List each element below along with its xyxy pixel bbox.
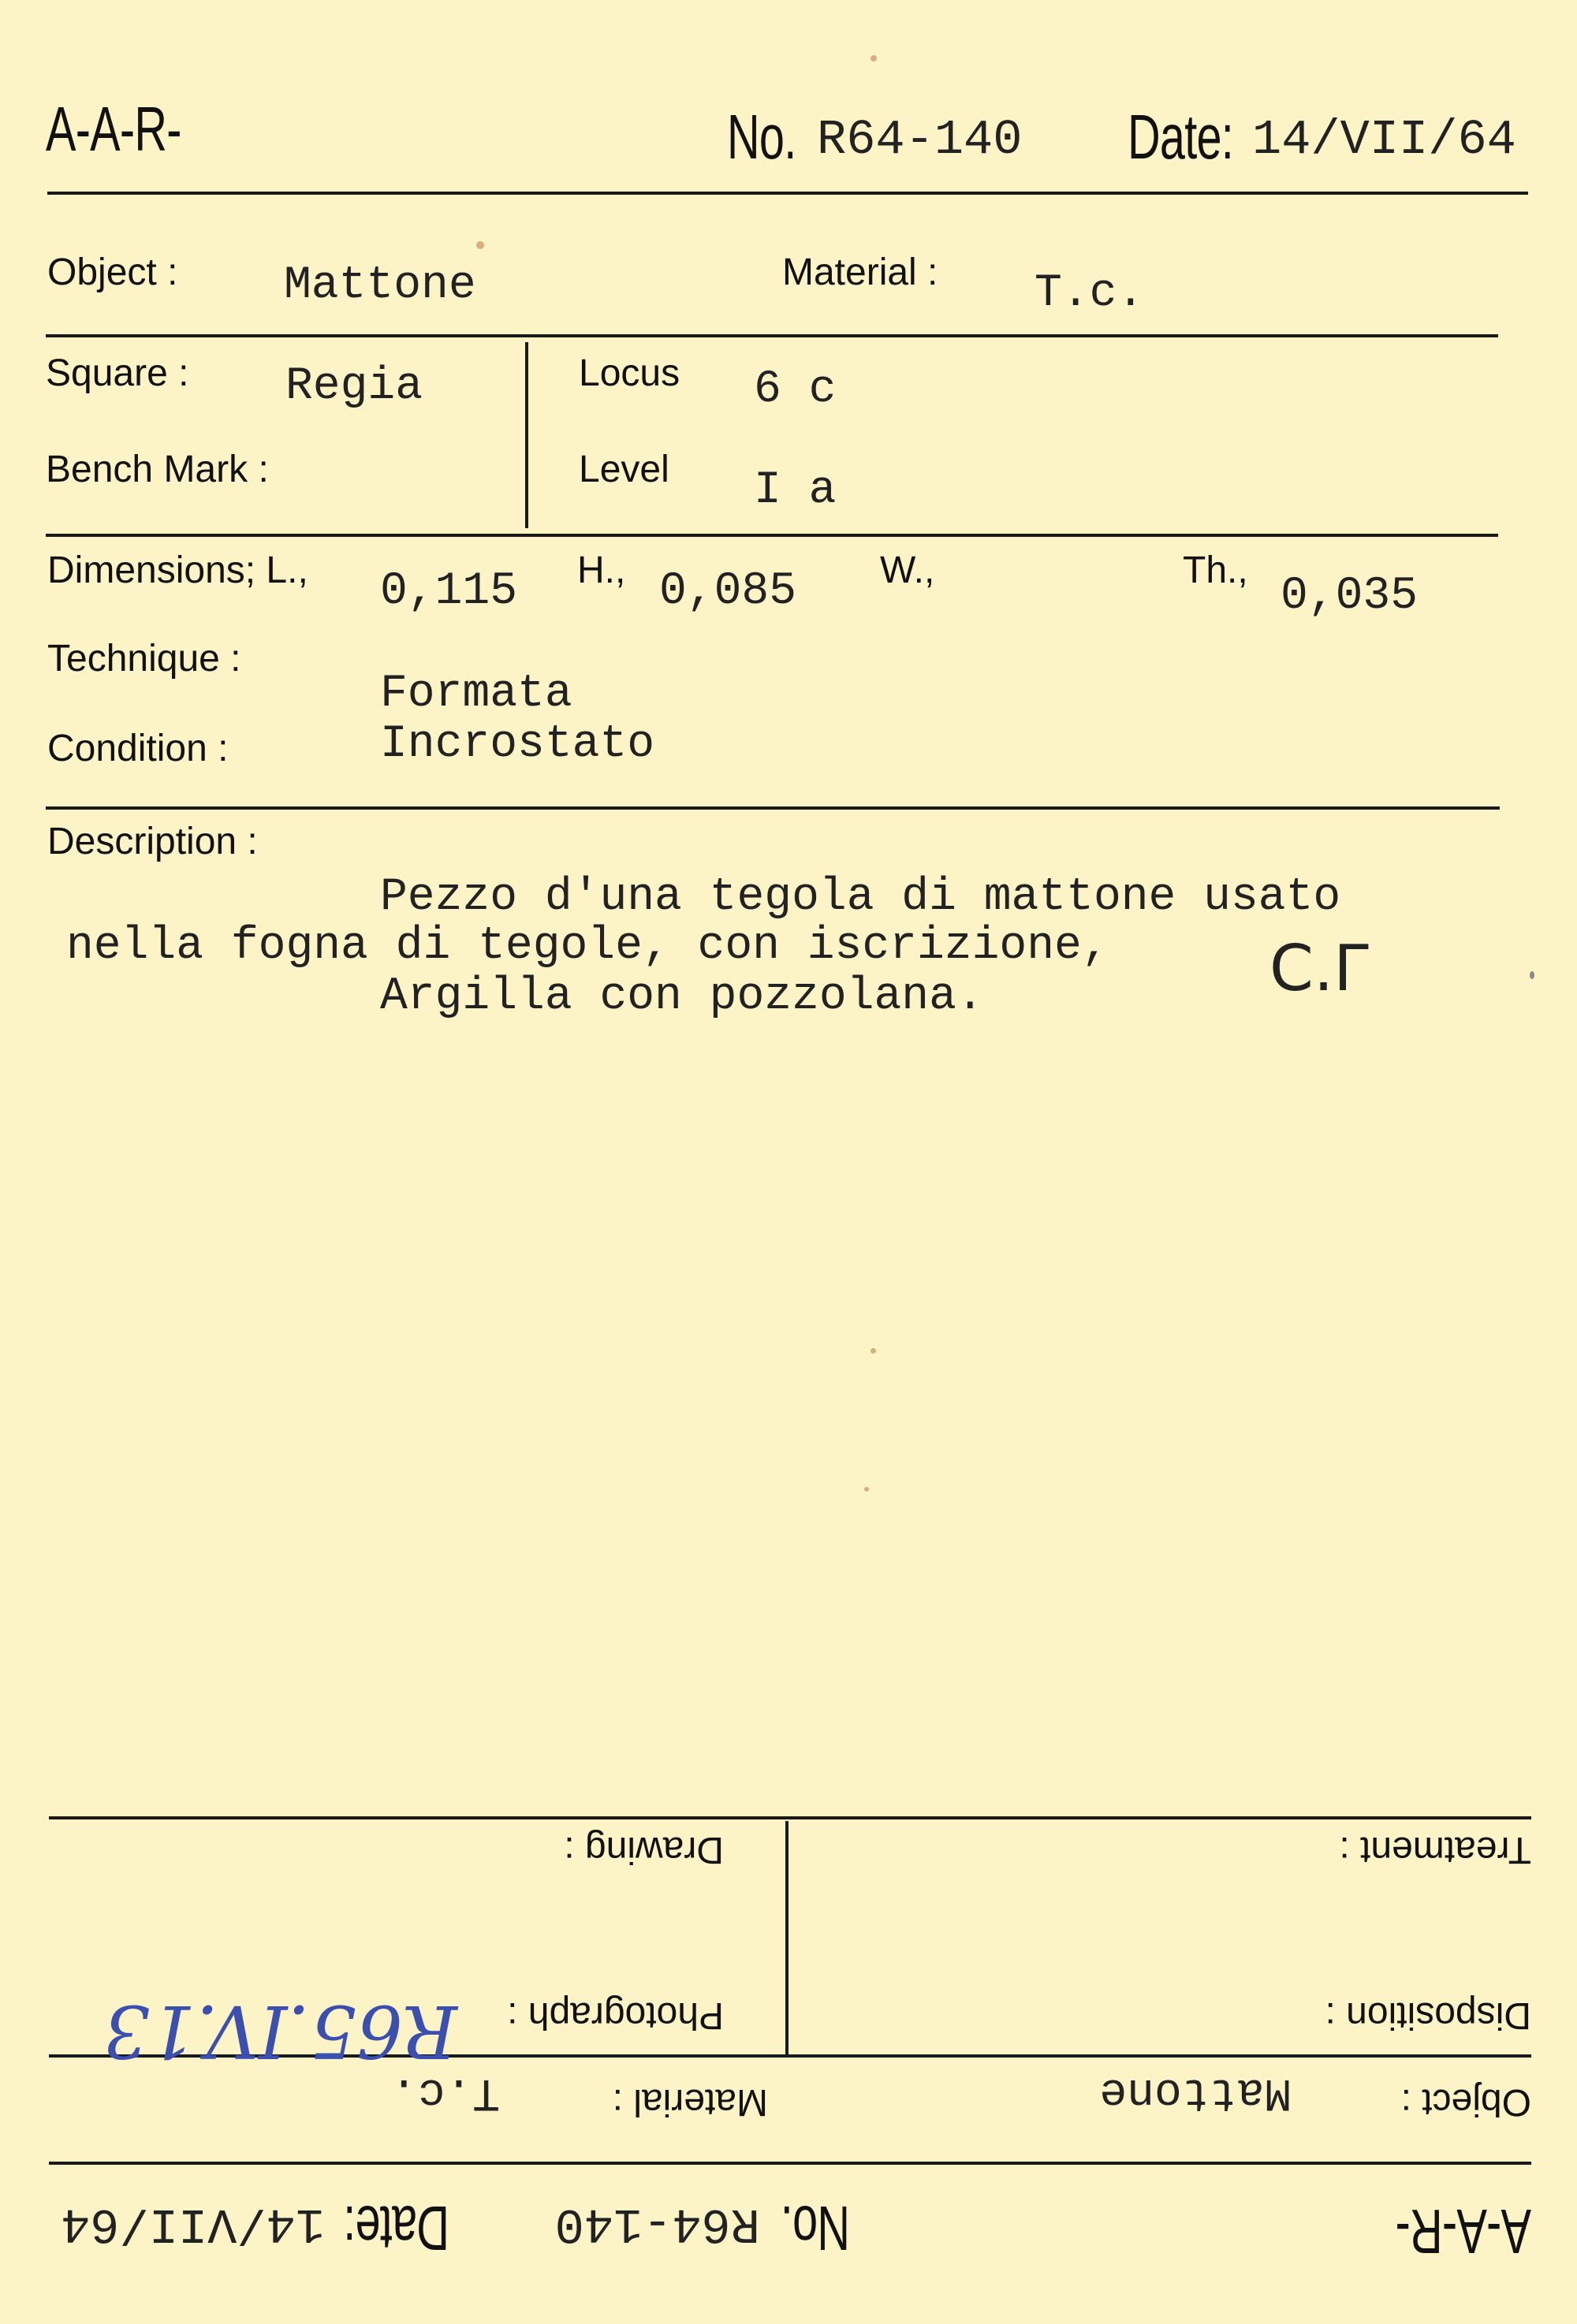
locus-value: 6 c <box>754 364 837 415</box>
footer-org-code: A-A-R- <box>1396 2196 1531 2266</box>
height-label: H., <box>577 549 626 591</box>
level-rule <box>46 534 1498 537</box>
footer-number-label: No. <box>781 2193 850 2263</box>
footer-header-rule <box>49 2162 1531 2165</box>
material-value: T.c. <box>1035 268 1145 319</box>
description-line-1: Pezzo d'una tegola di mattone usato <box>380 872 1341 923</box>
footer-material-value: T.c. <box>390 2066 500 2117</box>
description-line-3: Argilla con pozzolana. <box>380 971 984 1022</box>
height-value: 0,085 <box>659 566 797 617</box>
paper-speck <box>871 55 877 61</box>
drawing-label: Drawing : <box>564 1829 724 1871</box>
date-label: Date: <box>1128 102 1234 172</box>
length-value: 0,115 <box>380 566 518 617</box>
footer-divider <box>785 1821 788 2058</box>
date-value: 14/VII/64 <box>1252 112 1516 168</box>
header-rule <box>47 192 1528 195</box>
condition-label: Condition : <box>47 728 229 769</box>
footer-material-label: Material : <box>612 2081 768 2123</box>
square-divider <box>525 342 528 528</box>
paper-speck <box>1530 971 1534 979</box>
inverted-footer <box>0 1655 1577 2324</box>
footer-object-label: Object : <box>1400 2081 1531 2123</box>
thickness-value: 0,035 <box>1281 571 1419 622</box>
footer-date-label: Date: <box>343 2193 449 2263</box>
inscription-sign: C.Γ <box>1269 932 1369 1005</box>
bench-mark-label: Bench Mark : <box>46 449 269 490</box>
condition-rule <box>46 806 1500 810</box>
footer-date-value: 14/VII/64 <box>61 2196 325 2251</box>
object-label: Object : <box>47 251 178 293</box>
description-line-2: nella fogna di tegole, con iscrizione, <box>66 921 1109 972</box>
footer-top-rule <box>49 1816 1531 1819</box>
level-value: I a <box>754 465 837 516</box>
technique-value: Formata <box>380 669 572 720</box>
paper-speck <box>871 1348 876 1354</box>
org-code: A-A-R- <box>46 94 181 164</box>
technique-label: Technique : <box>47 638 241 680</box>
photograph-label: Photograph : <box>507 1994 724 2036</box>
width-label: W., <box>880 549 935 591</box>
description-label: Description : <box>47 821 258 862</box>
photograph-value: R65.IV.13 <box>103 1989 457 2073</box>
footer-object-value: Mattone <box>1099 2066 1292 2117</box>
number-value: R64-140 <box>817 112 1023 168</box>
paper-speck <box>864 1487 869 1492</box>
level-label: Level <box>579 449 669 490</box>
square-label: Square : <box>46 352 189 394</box>
treatment-label: Treatment : <box>1339 1829 1531 1871</box>
square-value: Regia <box>285 361 423 412</box>
material-label: Material : <box>782 251 938 293</box>
locus-label: Locus <box>579 352 680 394</box>
object-rule <box>46 334 1498 337</box>
disposition-label: Disposition : <box>1325 1994 1531 2036</box>
footer-number-value: R64-140 <box>554 2196 760 2251</box>
paper-speck <box>476 241 484 249</box>
thickness-label: Th., <box>1183 549 1248 591</box>
object-value: Mattone <box>284 260 476 311</box>
number-label: No. <box>727 102 796 172</box>
dimensions-label: Dimensions; L., <box>47 549 308 591</box>
condition-value: Incrostato <box>380 719 655 770</box>
